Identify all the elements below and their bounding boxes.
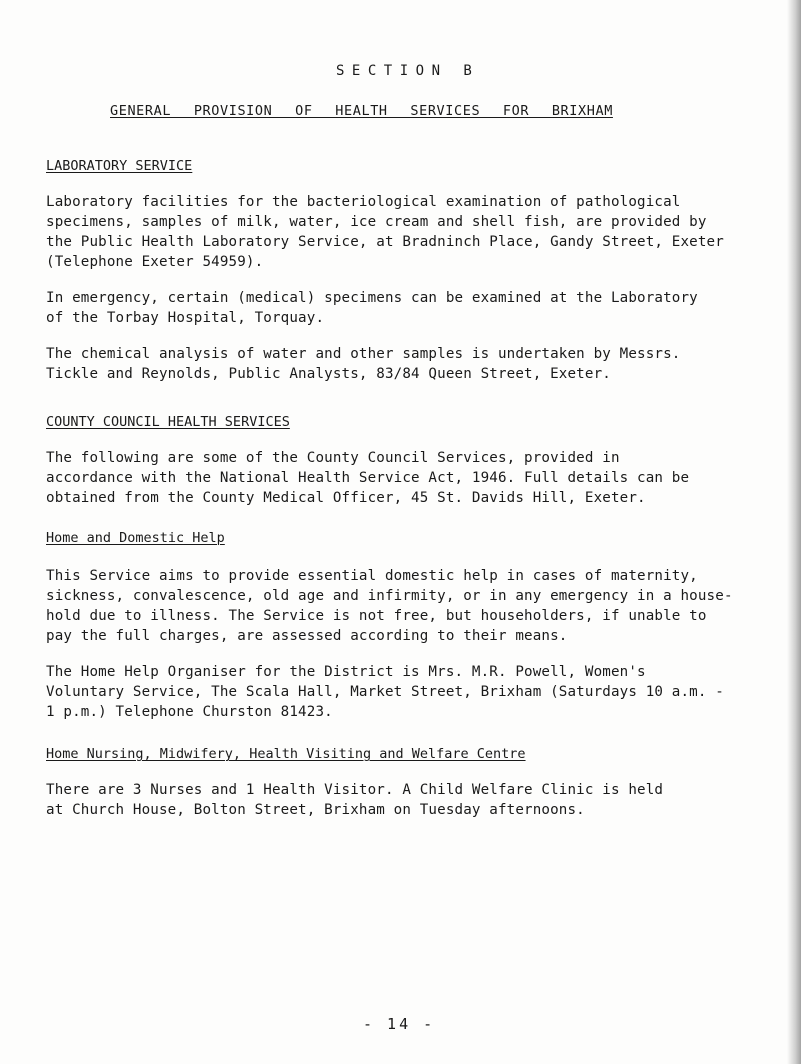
home-help-para1-line3: hold due to illness. The Service is not free, but householders, if unable to <box>46 608 707 624</box>
home-help-para1-line4: pay the full charges, are assessed according to their means. <box>46 628 568 644</box>
home-help-para1-line1: This Service aims to provide essential domestic help in cases of maternity, <box>46 568 698 584</box>
county-heading: COUNTY COUNCIL HEALTH SERVICES <box>46 414 290 430</box>
nursing-para1-line1: There are 3 Nurses and 1 Health Visitor. A Child Welfare Clinic is held <box>46 782 664 798</box>
page-edge-shadow <box>787 0 801 1064</box>
laboratory-para1-line1: Laboratory facilities for the bacteriological examination of pathological <box>46 194 681 210</box>
county-para1-line2: accordance with the National Health Service Act, 1946. Full details can be <box>46 470 690 486</box>
home-help-para2-line2: Voluntary Service, The Scala Hall, Market Street, Brixham (Saturdays 10 a.m. - <box>46 684 724 700</box>
nursing-para1-line2: at Church House, Bolton Street, Brixham on Tuesday afternoons. <box>46 802 585 818</box>
home-help-para2-line3: 1 p.m.) Telephone Churston 81423. <box>46 704 333 720</box>
page-number: - 14 - <box>363 1015 436 1033</box>
nursing-heading: Home Nursing, Midwifery, Health Visiting and Welfare Centre <box>46 746 526 762</box>
county-para1-line3: obtained from the County Medical Officer, 45 St. Davids Hill, Exeter. <box>46 490 646 506</box>
laboratory-para1-line3: the Public Health Laboratory Service, at Bradninch Place, Gandy Street, Exeter <box>46 234 724 250</box>
home-help-para1-line2: sickness, convalescence, old age and infirmity, or in any emergency in a house- <box>46 588 733 604</box>
laboratory-para2-line2: of the Torbay Hospital, Torquay. <box>46 310 325 326</box>
section-title: SECTION B <box>336 63 480 79</box>
laboratory-para1-line2: specimens, samples of milk, water, ice cream and shell fish, are provided by <box>46 214 707 230</box>
laboratory-para3-line1: The chemical analysis of water and other samples is undertaken by Messrs. <box>46 346 681 362</box>
laboratory-heading: LABORATORY SERVICE <box>46 158 193 174</box>
home-help-heading: Home and Domestic Help <box>46 530 225 546</box>
home-help-para2-line1: The Home Help Organiser for the District is Mrs. M.R. Powell, Women's <box>46 664 646 680</box>
laboratory-para3-line2: Tickle and Reynolds, Public Analysts, 83/84 Queen Street, Exeter. <box>46 366 611 382</box>
county-para1-line1: The following are some of the County Council Services, provided in <box>46 450 620 466</box>
laboratory-para2-line1: In emergency, certain (medical) specimens can be examined at the Laboratory <box>46 290 698 306</box>
laboratory-para1-line4: (Telephone Exeter 54959). <box>46 254 264 270</box>
general-title: GENERAL PROVISION OF HEALTH SERVICES FOR BRIXHAM <box>110 103 613 119</box>
